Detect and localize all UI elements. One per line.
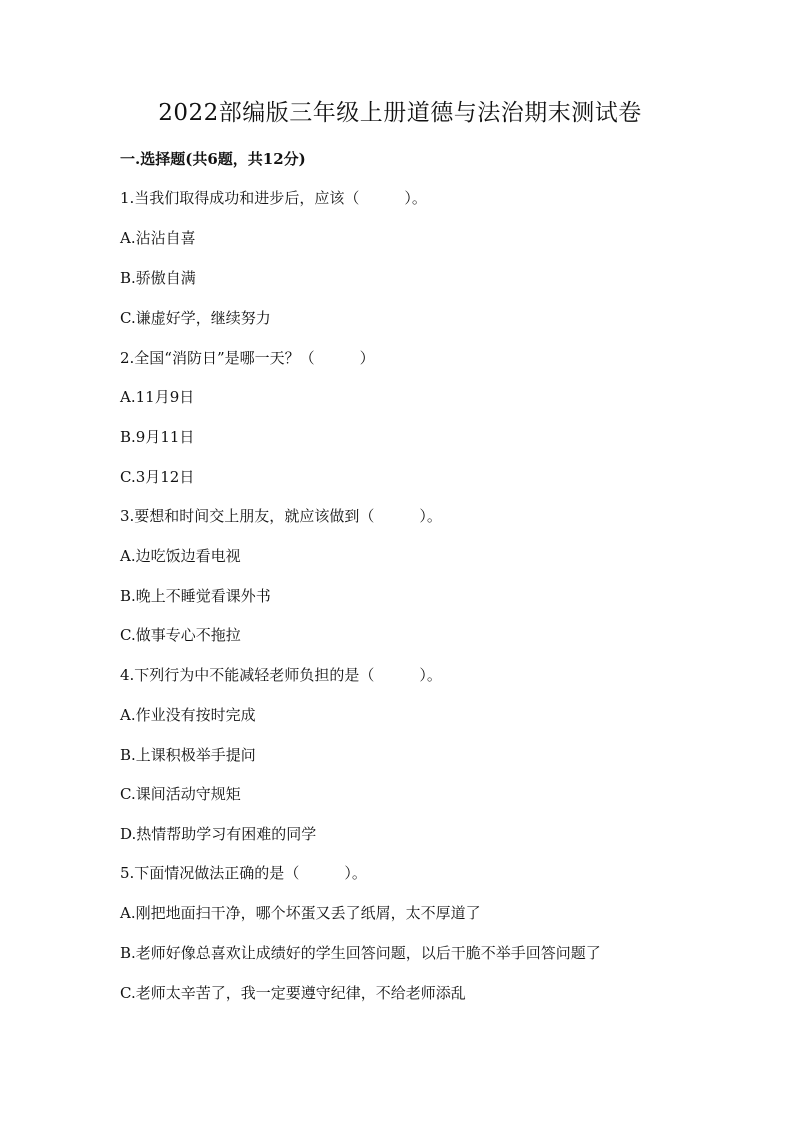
- question-4-option-d: D.热情帮助学习有困难的同学: [120, 825, 317, 843]
- question-1-option-c: C.谦虚好学，继续努力: [120, 309, 271, 327]
- question-3-option-c: C.做事专心不拖拉: [120, 626, 241, 644]
- question-2-option-b: B.9月11日: [120, 428, 195, 446]
- document-title: 2022部编版三年级上册道德与法治期末测试卷: [158, 100, 642, 126]
- question-1-option-b: B.骄傲自满: [120, 269, 196, 287]
- question-1-option-a: A.沾沾自喜: [120, 229, 196, 247]
- question-2-option-c: C.3月12日: [120, 468, 195, 486]
- question-3-option-b: B.晚上不睡觉看课外书: [120, 587, 271, 605]
- question-1-stem: 1.当我们取得成功和进步后，应该（ ）。: [120, 189, 427, 207]
- question-2-option-a: A.11月9日: [120, 388, 195, 406]
- question-3-option-a: A.边吃饭边看电视: [120, 547, 241, 565]
- question-4-option-b: B.上课积极举手提问: [120, 746, 256, 764]
- question-4-option-c: C.课间活动守规矩: [120, 785, 241, 803]
- section-heading: 一.选择题(共6题，共12分): [120, 150, 306, 168]
- question-5-option-a: A.刚把地面扫干净，哪个坏蛋又丢了纸屑，太不厚道了: [120, 904, 481, 922]
- question-2-stem: 2.全国“消防日”是哪一天？（ ）: [120, 349, 375, 367]
- question-3-stem: 3.要想和时间交上朋友，就应该做到（ ）。: [120, 507, 442, 525]
- question-5-option-c: C.老师太辛苦了，我一定要遵守纪律，不给老师添乱: [120, 984, 466, 1002]
- question-4-option-a: A.作业没有按时完成: [120, 706, 256, 724]
- question-4-stem: 4.下列行为中不能减轻老师负担的是（ ）。: [120, 666, 442, 684]
- question-5-stem: 5.下面情况做法正确的是（ ）。: [120, 864, 367, 882]
- question-5-option-b: B.老师好像总喜欢让成绩好的学生回答问题，以后干脆不举手回答问题了: [120, 944, 601, 962]
